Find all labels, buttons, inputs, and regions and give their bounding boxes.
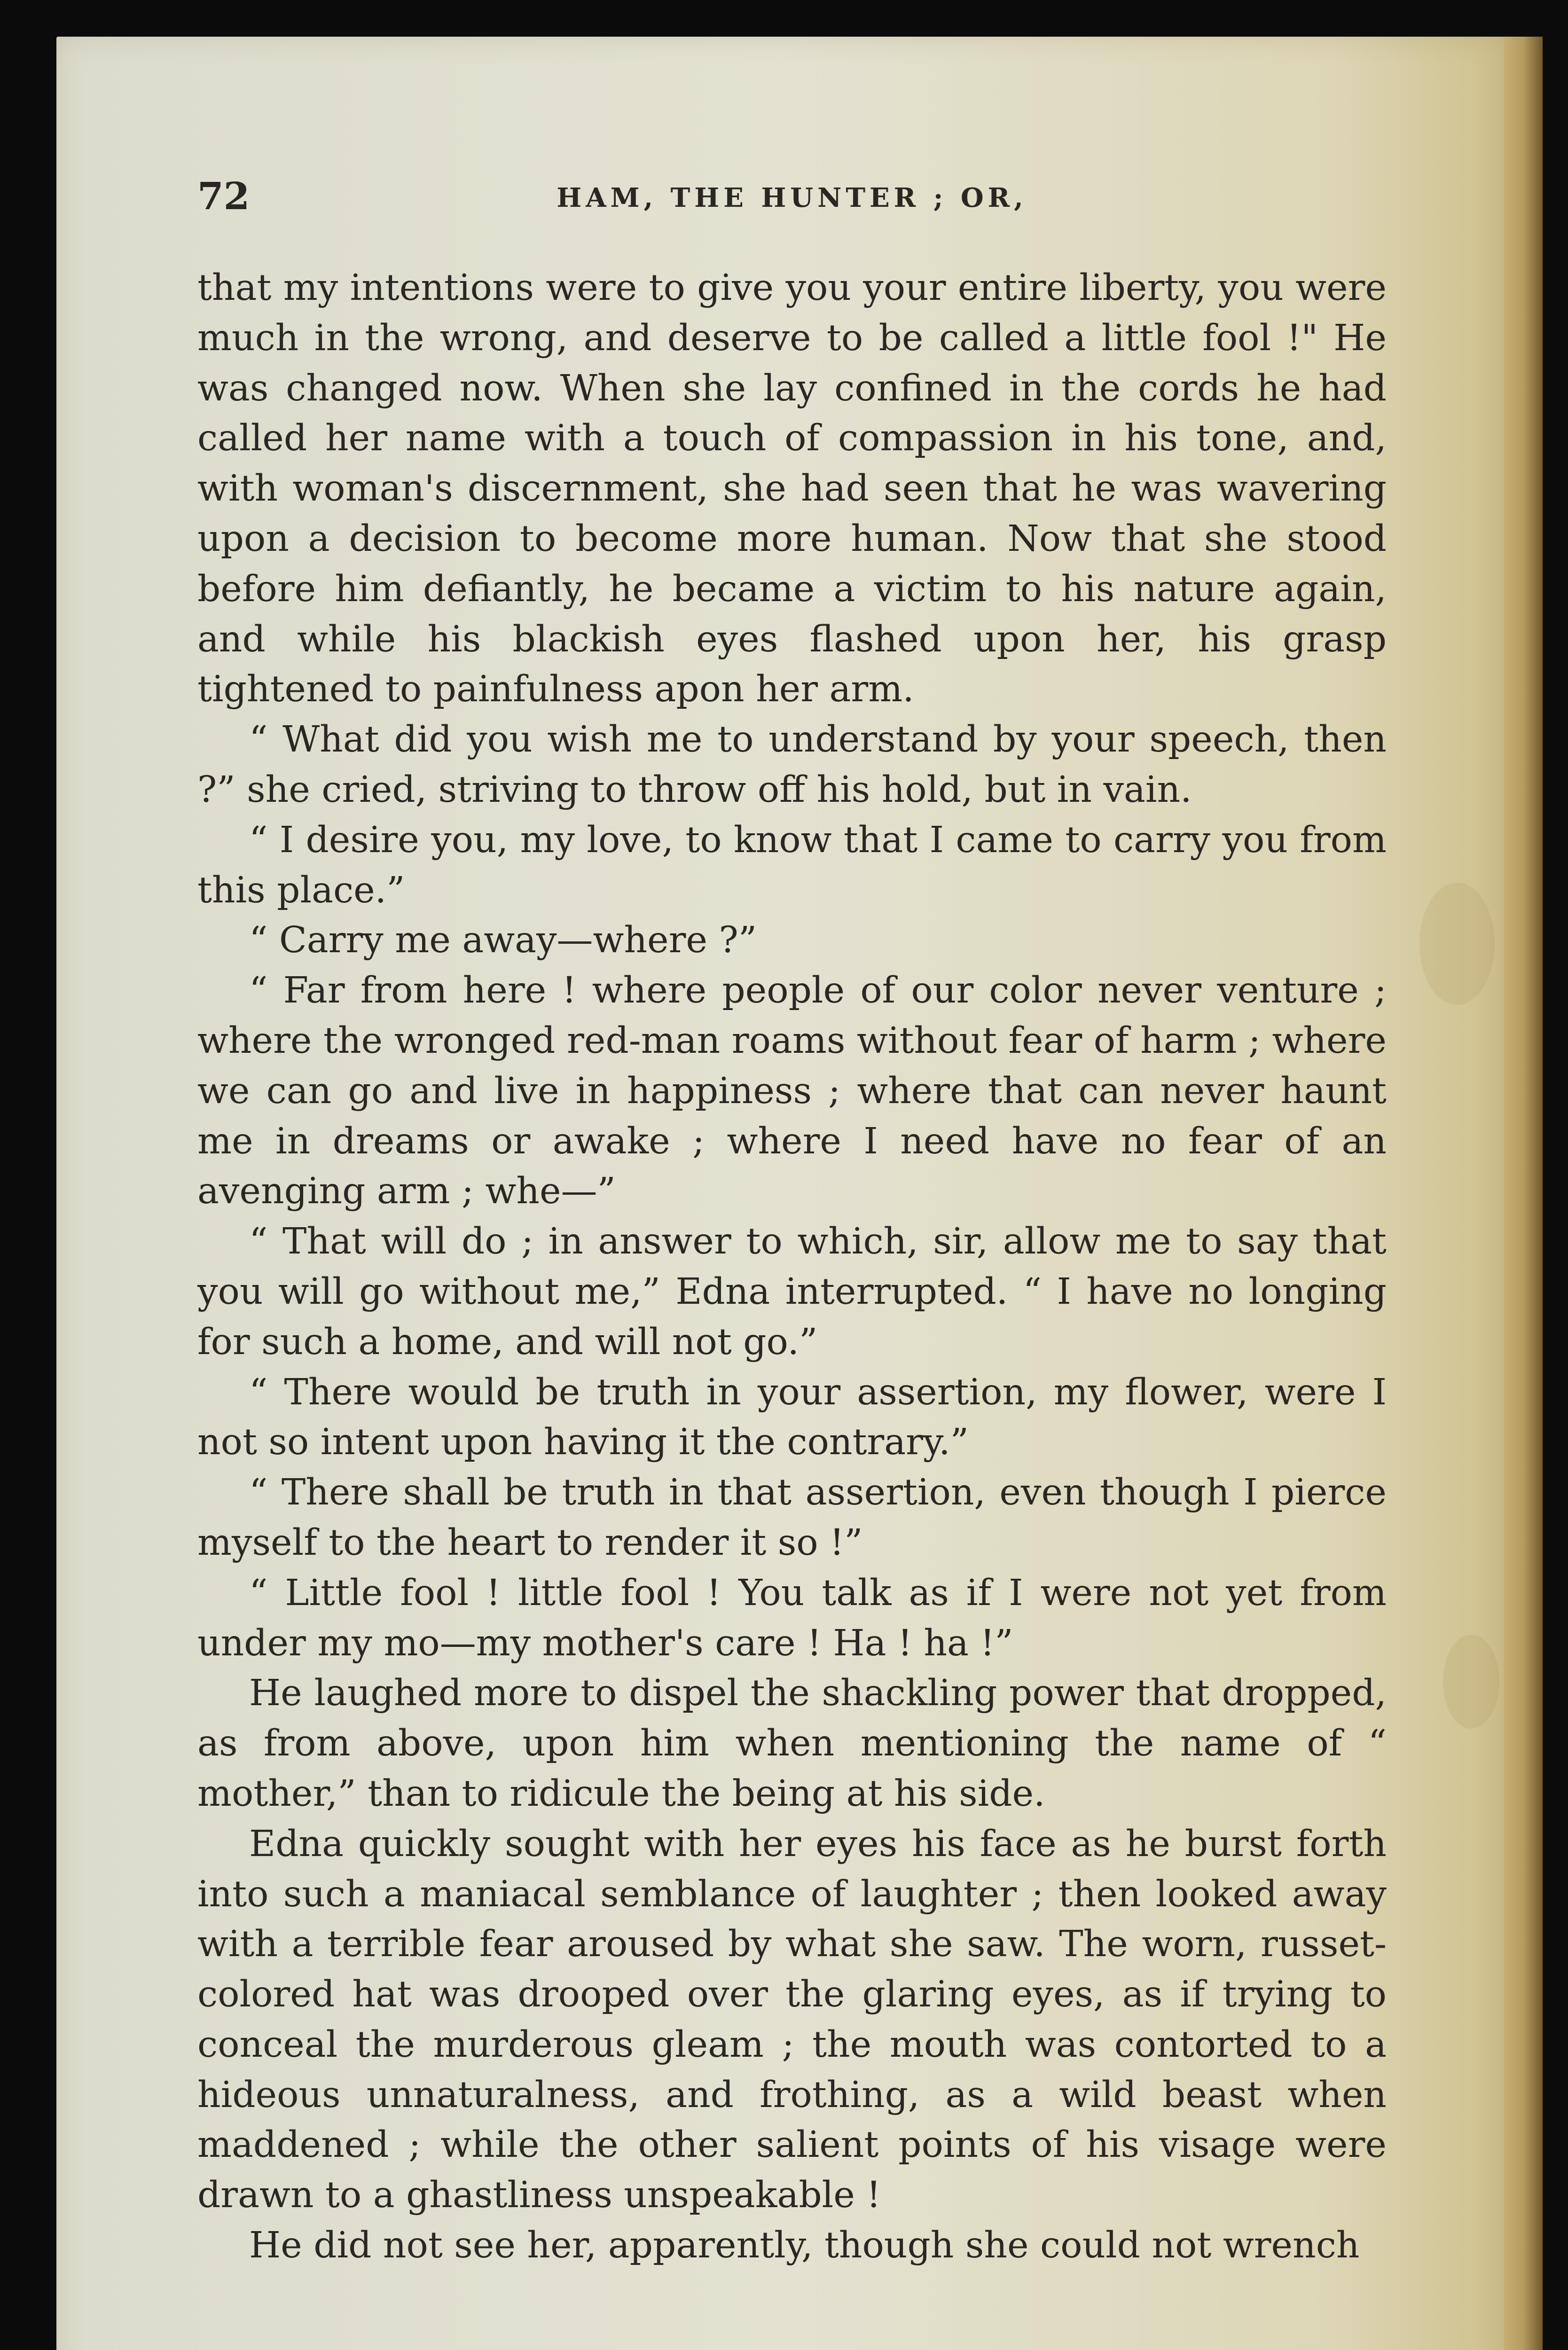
paragraph: “ Far from here ! where people of our color never venture ; where the wronged red-man roams without fear of harm ; where we can go and live in happiness ; where that can never haunt me in dreams or awake ; where I need have no fear of an avenging arm ; whe—” — [197, 970, 1387, 1213]
paragraph: “ What did you wish me to understand by your speech, then ?” she cried, striving to throw off his hold, but in vain. — [197, 719, 1387, 811]
paragraph: “ Little fool ! little fool ! You talk as if I were not yet from under my mo—my mother's care ! Ha ! ha !” — [197, 1572, 1387, 1664]
paragraph: “ I desire you, my love, to know that I came to carry you from this place.” — [197, 819, 1387, 911]
paper-stain — [1443, 1635, 1499, 1729]
body-text — [197, 263, 1387, 2271]
paragraph: that my intentions were to give you your entire liberty, you were much in the wrong, and deserve to be called a little fool !" He was changed now. When she lay confined in the cords he had called her name with a touch of compassion in his tone, and, with woman's discernment, she had seen that he was wavering upon a decision to become more human. Now that she stood before him defiantly, he became a victim to his nature again, and while his blackish eyes flashed upon her, his grasp tightened to painfulness apon her arm. — [197, 267, 1387, 711]
paragraph: “ There shall be truth in that assertion, even though I pierce myself to the heart to render it so !” — [197, 1472, 1387, 1564]
paragraph: Edna quickly sought with her eyes his face as he burst forth into such a maniacal semblance of laughter ; then looked away with a terrible fear aroused by what she saw. The worn, russet-colored hat was drooped over the glaring eyes, as if trying to conceal the murderous gleam ; the mouth was contorted to a hideous unnaturalness, and frothing, as a wild beast when maddened ; while the other salient points of his visage were drawn to a ghastliness unspeakable ! — [197, 1823, 1387, 2217]
paragraph: “ Carry me away—where ?” — [249, 919, 757, 962]
paragraph: He did not see her, apparently, though she could not wrench — [249, 2225, 1360, 2267]
paragraph: He laughed more to dispel the shackling power that dropped, as from above, upon him when mentioning the name of “ mother,” than to ridicule the being at his side. — [197, 1672, 1387, 1815]
paragraph: “ There would be truth in your assertion, my flower, were I not so intent upon having it the contrary.” — [197, 1371, 1387, 1464]
running-header — [197, 174, 1387, 226]
paragraph: “ That will do ; in answer to which, sir, allow me to say that you will go without me,” Edna interrupted. “ I have no longing for such a home, and will not go.” — [197, 1221, 1387, 1363]
page-number: 72 — [197, 174, 250, 218]
paper-stain — [1419, 883, 1495, 1005]
page-edge — [1499, 37, 1543, 2350]
running-title: HAM, THE HUNTER ; OR, — [557, 182, 1027, 213]
